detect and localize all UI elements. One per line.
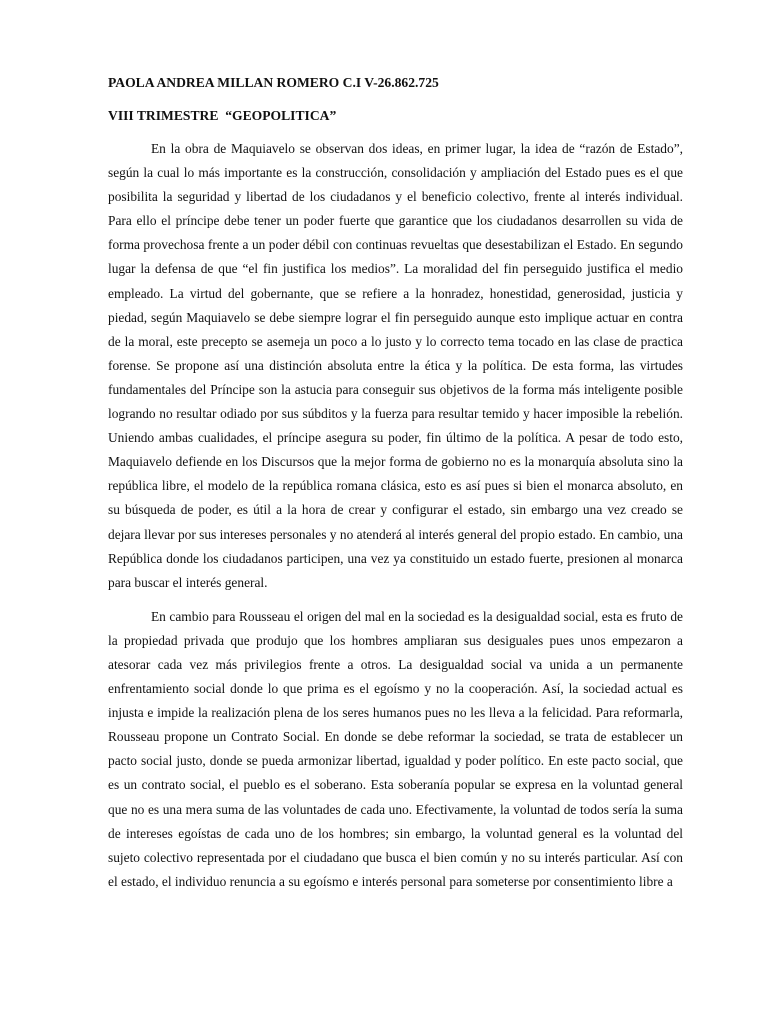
paragraph-maquiavelo: En la obra de Maquiavelo se observan dos ideas, en primer lugar, la idea de “razón de Estado”, según la cual lo más importante es la construcción, consolidación y ampliación del Estado pues es el que posibilita la seguridad y libertad de los ciudadanos y el beneficio colectivo, frente al interés individual. Para ello el príncipe debe tener un poder fuerte que garantice que los ciudadanos desarrollen su vida de forma provechosa frente a un poder débil con continuas revueltas que desestabilizan el Estado. En segundo lugar la defensa de que “el fin justifica los medios”. La moralidad del fin perseguido justifica el medio empleado. La virtud del gobernante, que se refiere a la honradez, honestidad, generosidad, justicia y piedad, según Maquiavelo se debe siempre lograr el fin perseguido aunque esto implique actuar en contra de la moral, este precepto se asemeja un poco a lo justo y lo correcto tema tocado en las clase de practica forense. Se propone así una distinción absoluta entre la ética y la política. De esta forma, las virtudes fundamentales del Príncipe son la astucia para conseguir sus objetivos de la forma más inteligente posible logrando no resultar odiado por sus súbditos y la fuerza para resultar temido y hacer imposible la rebelión. Uniendo ambas cualidades, el príncipe asegura su poder, fin último de la política. A pesar de todo esto, Maquiavelo defiende en los Discursos que la mejor forma de gobierno no es la monarquía absoluta sino la república libre, el modelo de la república romana clásica, esto es así pues si bien el monarca absoluto, en su búsqueda de poder, es útil a la hora de crear y configurar el estado, sin embargo una vez creado se dejara llevar por sus intereses personales y no atenderá al interés general del propio estado. En cambio, una República donde los ciudadanos participen, una vez ya constituido un estado fuerte, presionen al monarca para buscar el interés general. [108, 141, 683, 590]
document-body [108, 73, 683, 904]
author-line: PAOLA ANDREA MILLAN ROMERO C.I V-26.862.725 [108, 75, 439, 90]
paragraph-rousseau: En cambio para Rousseau el origen del mal en la sociedad es la desigualdad social, esta es fruto de la propiedad privada que produjo que los hombres ampliaran sus desiguales pues unos empezaron a atesorar cada vez más privilegios frente a otros. La desigualdad social va unida a un permanente enfrentamiento social donde lo que prima es el egoísmo y no la cooperación. Así, la sociedad actual es injusta e impide la realización plena de los seres humanos pues no les lleva a la felicidad. Para reformarla, Rousseau propone un Contrato Social. En donde se debe reformar la sociedad, se trata de establecer un pacto social justo, donde se pueda armonizar libertad, igualdad y poder político. En este pacto social, que es un contrato social, el pueblo es el soberano. Esta soberanía popular se expresa en la voluntad general que no es una mera suma de las voluntades de cada uno. Efectivamente, la voluntad de todos sería la suma de intereses egoístas de cada uno de los hombres; sin embargo, la voluntad general es la voluntad del sujeto colectivo representada por el ciudadano que busca el bien común y no su interés particular. Así con el estado, el individuo renuncia a su egoísmo e interés personal para someterse por consentimiento libre a [108, 608, 683, 889]
trimester-title: VIII TRIMESTRE “GEOPOLITICA” [108, 108, 337, 123]
